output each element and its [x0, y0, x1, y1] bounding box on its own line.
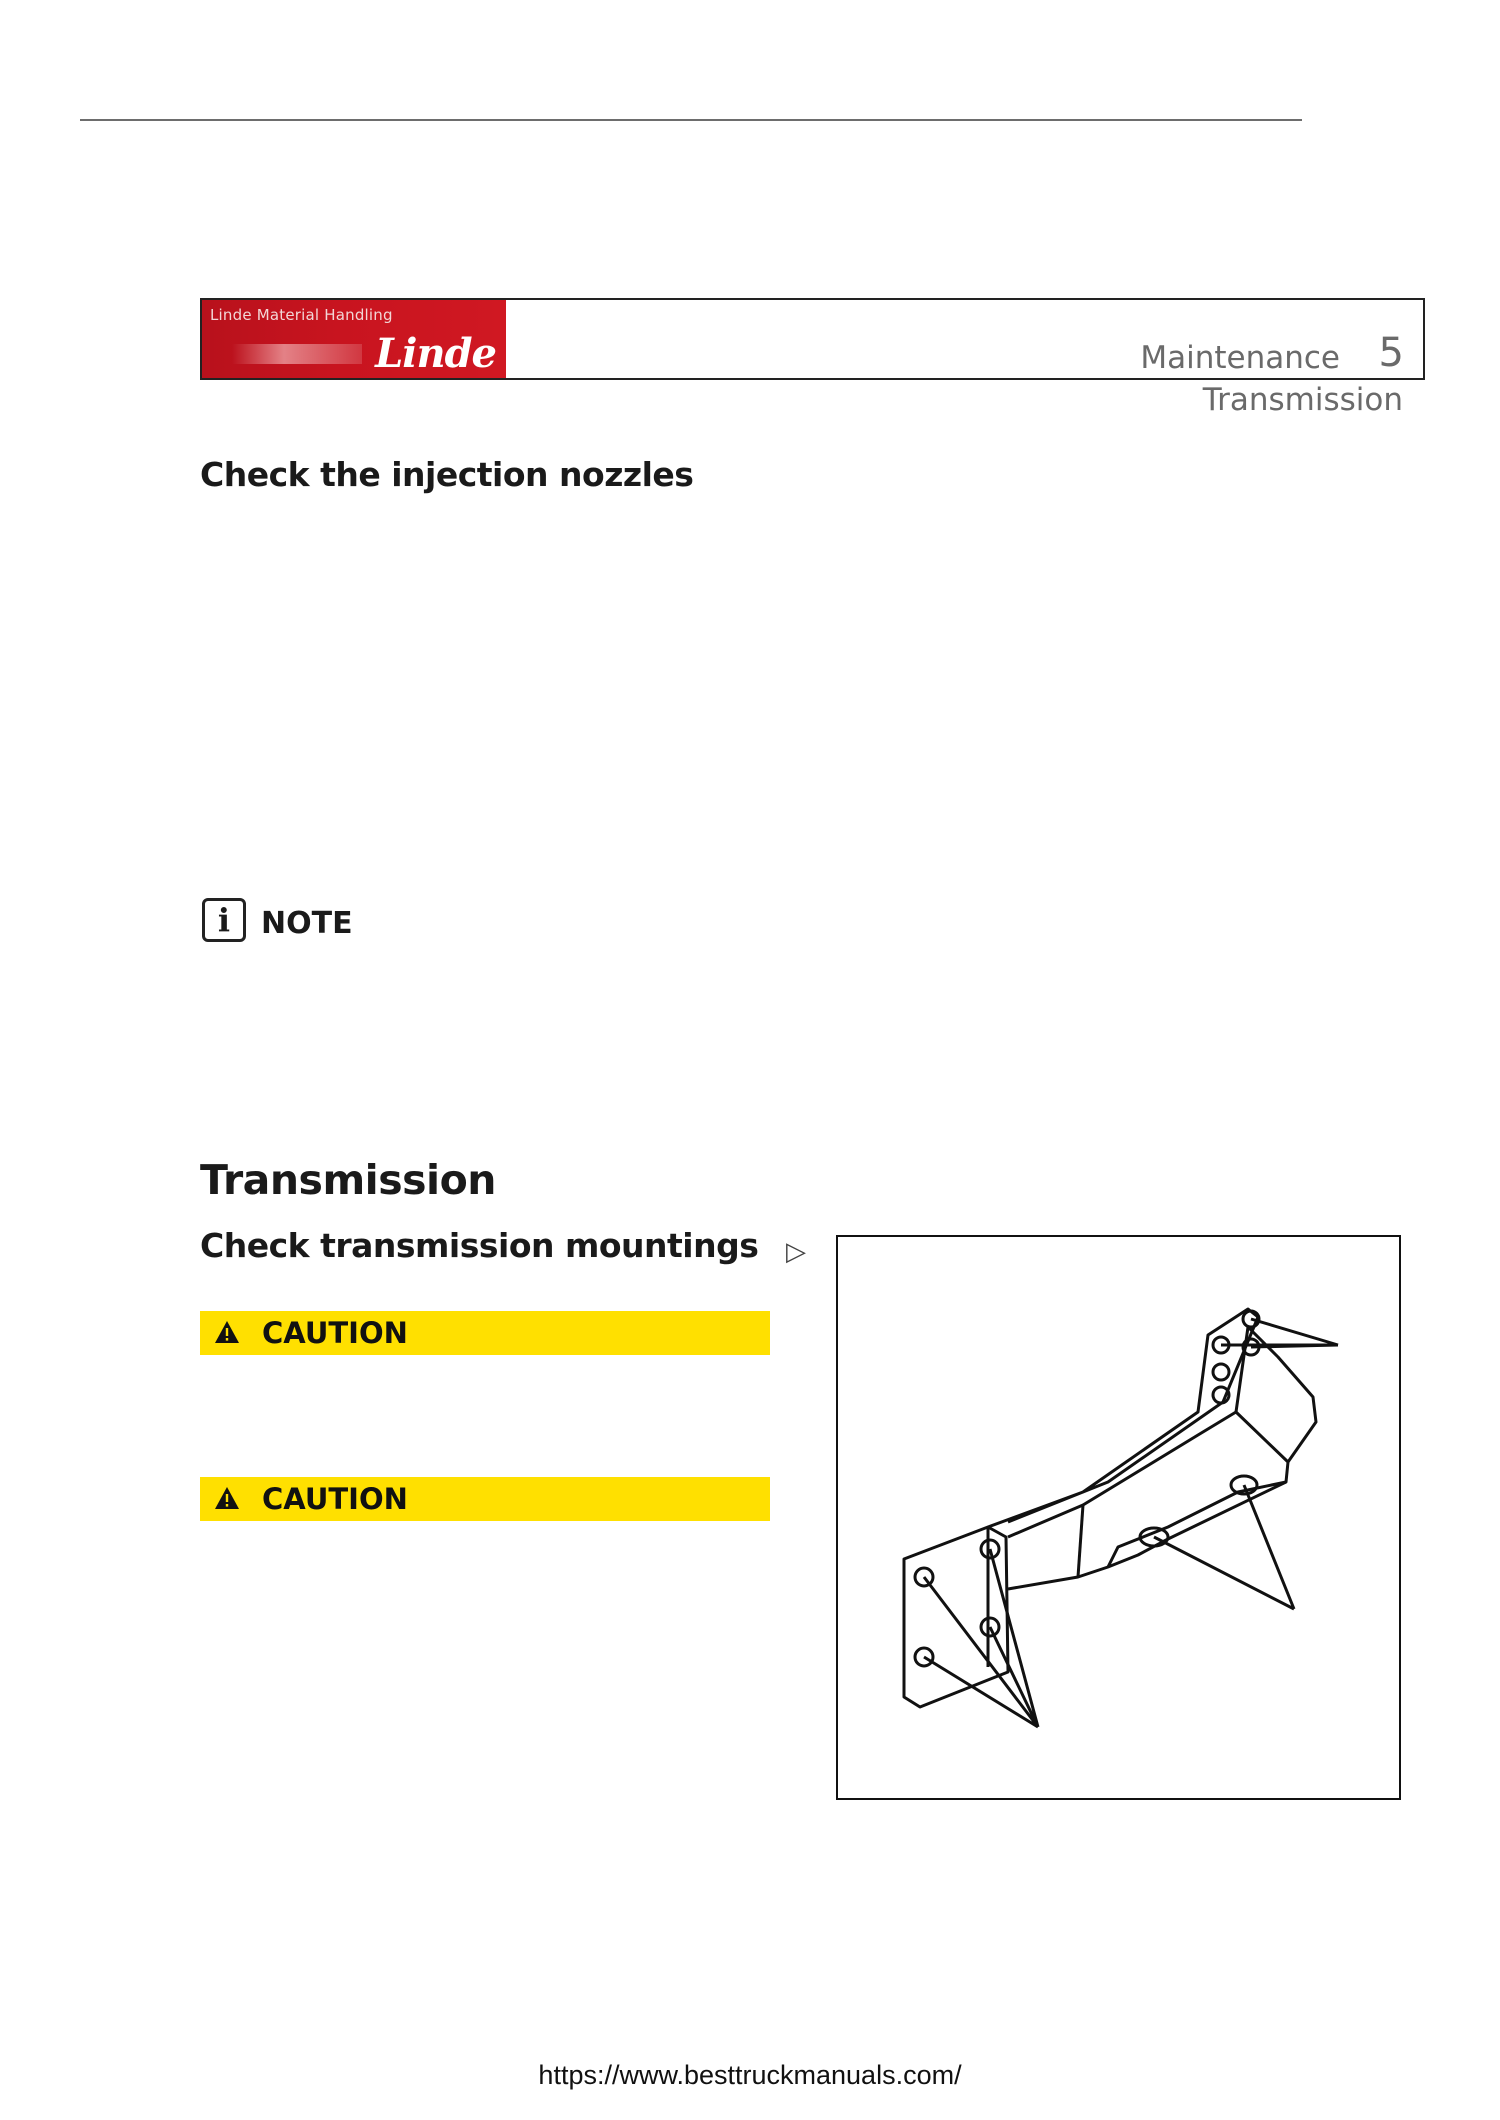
- linde-logo: [202, 300, 506, 378]
- logo-brand-text: Linde: [375, 330, 496, 377]
- heading-transmission-mountings: Check transmission mountings: [200, 1226, 759, 1265]
- figure-pointer-icon: ▷: [786, 1236, 806, 1266]
- warning-triangle-icon: [214, 1320, 240, 1344]
- caution-bar: [200, 1477, 770, 1521]
- footer-url: https://www.besttruckmanuals.com/: [538, 2060, 962, 2090]
- info-icon: i: [202, 898, 246, 942]
- caution-label: CAUTION: [262, 1316, 408, 1350]
- heading-injection-nozzles: Check the injection nozzles: [200, 455, 694, 494]
- chapter-number: 5: [1378, 330, 1404, 376]
- note-label: NOTE: [261, 906, 353, 941]
- heading-transmission: Transmission: [200, 1156, 496, 1204]
- warning-triangle-icon: [214, 1486, 240, 1510]
- caution-label: CAUTION: [262, 1482, 408, 1516]
- chapter-title: Maintenance: [1140, 340, 1340, 376]
- bracket-drawing: [838, 1237, 1399, 1798]
- logo-company-text: Linde Material Handling: [210, 306, 393, 324]
- section-subtitle: Transmission: [1202, 382, 1403, 418]
- top-rule: [80, 119, 1302, 121]
- transmission-mount-figure: [836, 1235, 1401, 1800]
- caution-bar: [200, 1311, 770, 1355]
- logo-swoosh: [232, 344, 362, 364]
